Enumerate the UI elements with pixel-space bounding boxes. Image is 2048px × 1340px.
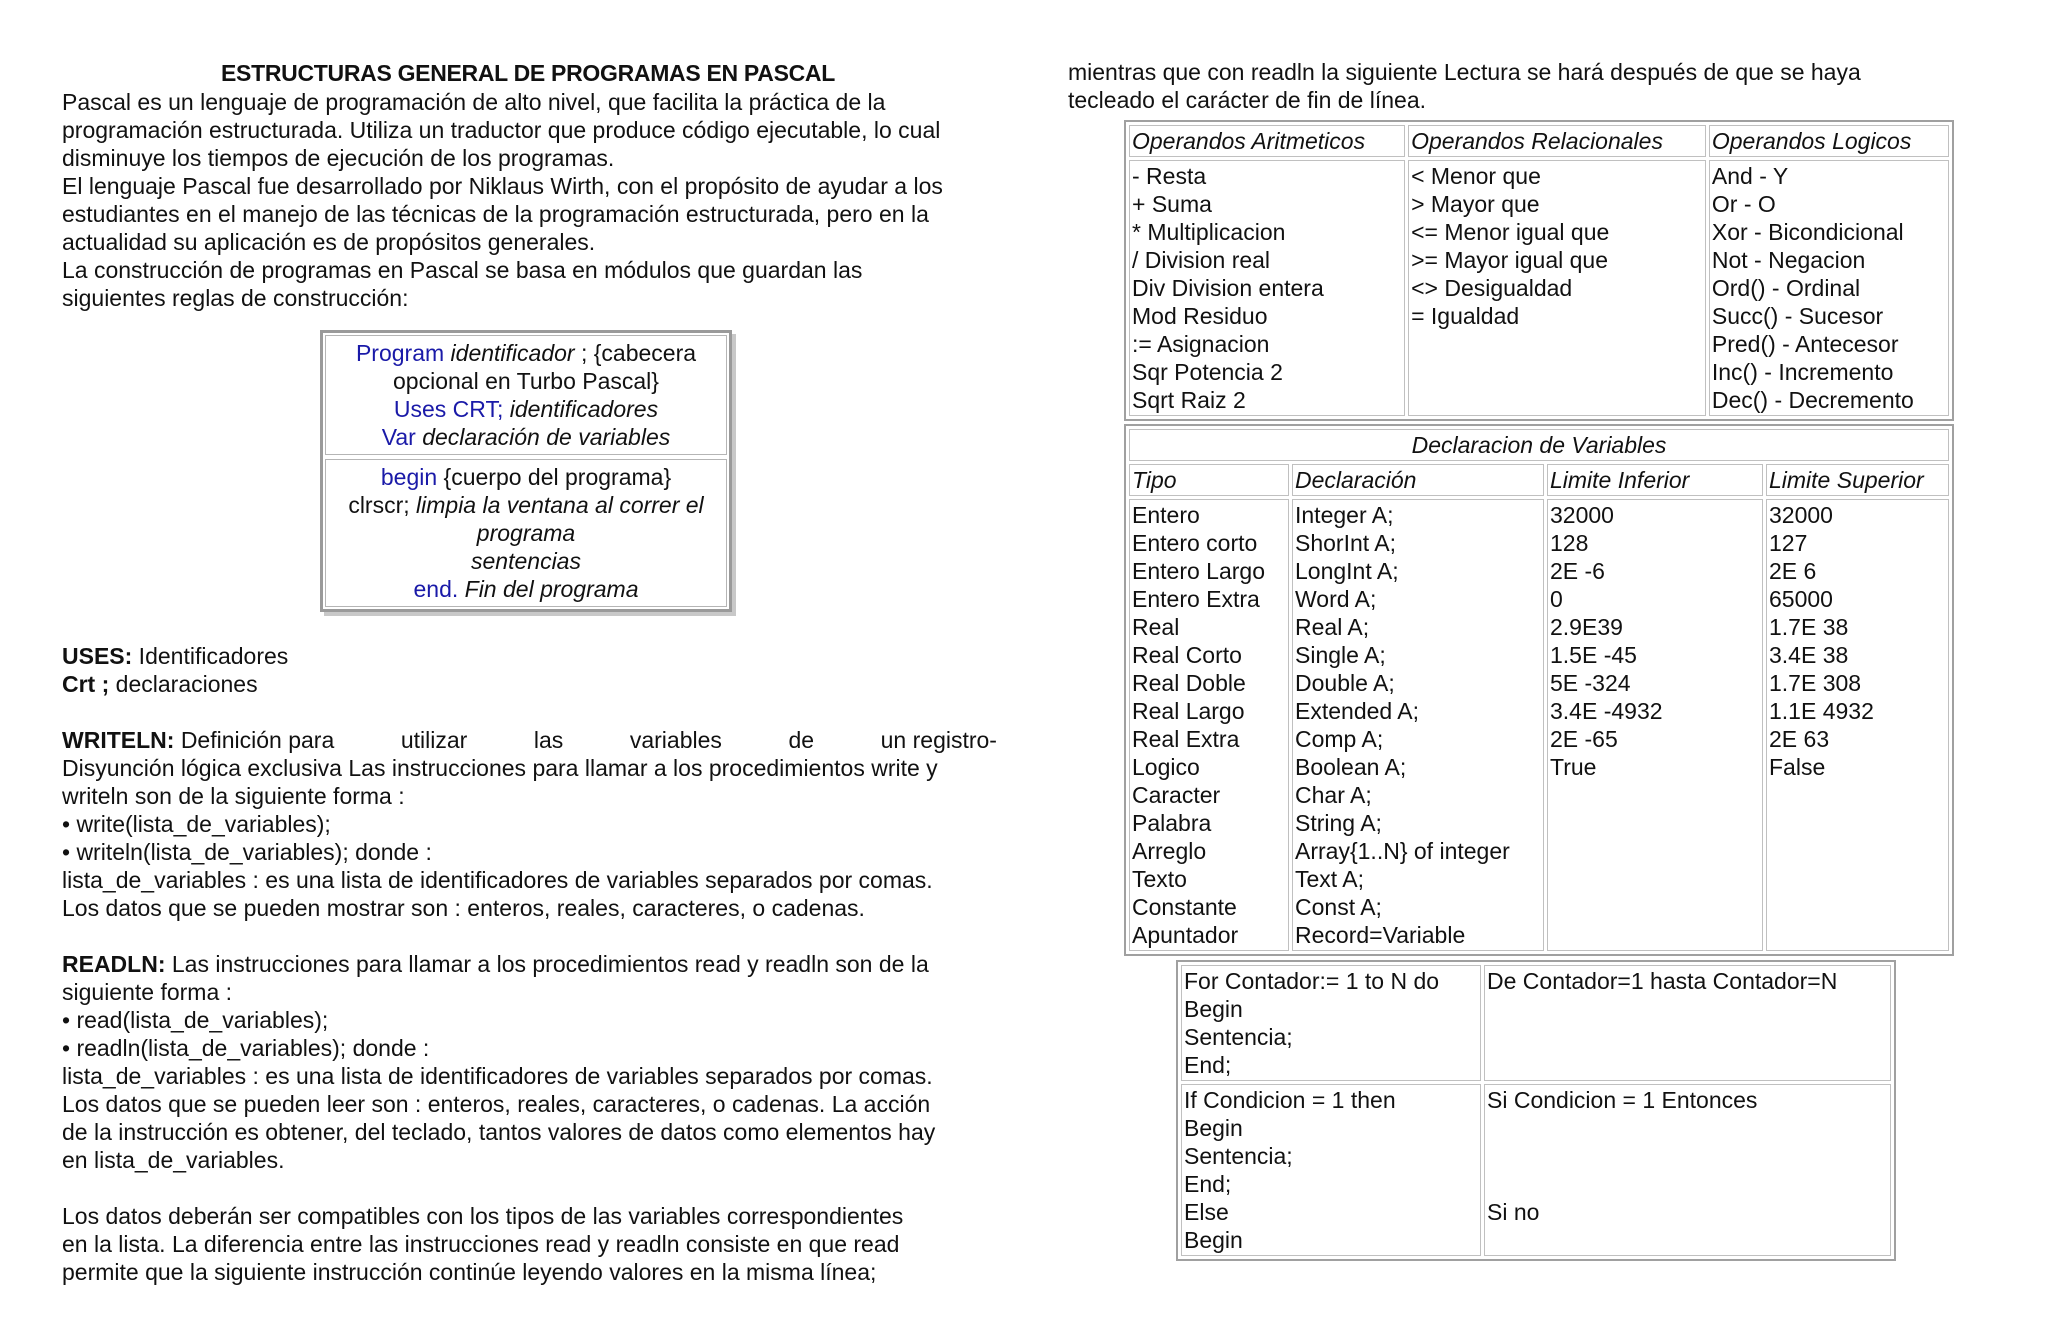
list-item: Word A;	[1295, 586, 1377, 612]
list-item: Boolean A;	[1295, 754, 1407, 780]
uses-identifiers: identificadores	[509, 396, 659, 422]
writeln-line: lista_de_variables : es una lista de identificadores de variables separados por comas.	[62, 867, 933, 893]
list-item: Constante	[1132, 894, 1237, 920]
left-column	[62, 58, 997, 1286]
list-item: 128	[1550, 530, 1589, 556]
right-column-text	[1068, 58, 1958, 114]
list-item: 2E -65	[1550, 726, 1618, 752]
keyword-end: end.	[413, 576, 459, 602]
keyword-var: Var	[381, 424, 416, 450]
operators-header: Operandos Aritmeticos	[1129, 125, 1405, 157]
if-code-cell	[1181, 1084, 1481, 1256]
list-item: 2E 6	[1769, 558, 1817, 584]
intro-line: disminuye los tiempos de ejecución de los programas.	[62, 145, 615, 171]
final-paragraph	[62, 1202, 994, 1286]
list-item: 2E 63	[1769, 726, 1830, 752]
declarations-header: Limite Inferior	[1547, 464, 1763, 496]
readln-line: • read(lista_de_variables);	[62, 1007, 329, 1033]
list-item: 32000	[1769, 502, 1833, 528]
crt-text: declaraciones	[109, 671, 258, 697]
description-line: De Contador=1 hasta Contador=N	[1487, 968, 1838, 994]
operators-header: Operandos Logicos	[1709, 125, 1949, 157]
for-description-cell	[1484, 965, 1891, 1081]
list-item: Real Doble	[1132, 670, 1246, 696]
list-item: Text A;	[1295, 866, 1365, 892]
intro-line: La construcción de programas en Pascal se basa en módulos que guardan las	[62, 257, 863, 283]
declarations-table	[1124, 424, 1954, 956]
operators-header: Operandos Relacionales	[1408, 125, 1706, 157]
program-header-comment: ; {cabecera	[574, 340, 697, 366]
list-item: Dec() - Decremento	[1711, 387, 1914, 413]
writeln-word: variables	[629, 727, 722, 753]
declarations-header: Limite Superior	[1766, 464, 1949, 496]
list-item: Real Extra	[1132, 726, 1240, 752]
list-item: 65000	[1769, 586, 1833, 612]
list-item: Real Largo	[1132, 698, 1245, 724]
list-item: Comp A;	[1295, 726, 1384, 752]
intro-line: estudiantes en el manejo de las técnicas de la programación estructurada, pero en la	[62, 201, 929, 227]
list-item: Succ() - Sucesor	[1711, 303, 1884, 329]
list-item: Integer A;	[1295, 502, 1394, 528]
code-line: Else	[1184, 1199, 1229, 1225]
declarations-header: Tipo	[1129, 464, 1289, 496]
list-item: Record=Variable	[1295, 922, 1466, 948]
tipo-column	[1129, 499, 1289, 951]
declaracion-column	[1292, 499, 1544, 951]
writeln-line: Los datos que se pueden mostrar son : enteros, reales, caracteres, o cadenas.	[62, 895, 865, 921]
list-item: Entero Extra	[1132, 586, 1260, 612]
description-line: Si Condicion = 1 Entonces	[1487, 1087, 1758, 1113]
intro-line: El lenguaje Pascal fue desarrollado por Niklaus Wirth, con el propósito de ayudar a los	[62, 173, 943, 199]
uses-text: Identificadores	[132, 643, 289, 669]
list-item: * Multiplicacion	[1132, 219, 1286, 245]
list-item: Real Corto	[1132, 642, 1242, 668]
program-structure-box	[320, 330, 732, 612]
list-item: Xor - Bicondicional	[1711, 219, 1904, 245]
final-line: permite que la siguiente instrucción continúe leyendo valores en la misma línea;	[62, 1259, 877, 1285]
clrscr-statement: clrscr;	[348, 492, 417, 518]
writeln-word: de	[788, 727, 815, 753]
list-item: Texto	[1132, 866, 1187, 892]
writeln-first-line	[62, 726, 997, 754]
list-item: Pred() - Antecesor	[1711, 331, 1899, 357]
list-item: ShorInt A;	[1295, 530, 1397, 556]
list-item: Entero	[1132, 502, 1200, 528]
list-item: / Division real	[1132, 247, 1271, 273]
final-line: en la lista. La diferencia entre las instrucciones read y readln consiste en que read	[62, 1231, 900, 1257]
code-line: For Contador:= 1 to N do	[1184, 968, 1440, 994]
writeln-word: un registro-	[880, 727, 997, 753]
readln-line: Los datos que se pueden leer son : enteros, reales, caracteres, o cadenas. La acción	[62, 1091, 931, 1117]
list-item: 32000	[1550, 502, 1614, 528]
list-item: Const A;	[1295, 894, 1382, 920]
code-line: End;	[1184, 1171, 1232, 1197]
list-item: Entero corto	[1132, 530, 1258, 556]
list-item: := Asignacion	[1132, 331, 1270, 357]
list-item: Single A;	[1295, 642, 1386, 668]
intro-line: programación estructurada. Utiliza un traductor que produce código ejecutable, lo cual	[62, 117, 941, 143]
limite-inferior-column	[1547, 499, 1763, 951]
intro-line: siguientes reglas de construcción:	[62, 285, 409, 311]
writeln-word: utilizar	[400, 727, 468, 753]
list-item: Real A;	[1295, 614, 1370, 640]
clrscr-comment: limpia la ventana al correr el	[416, 492, 704, 518]
list-item: Inc() - Incremento	[1711, 359, 1894, 385]
var-declaration: declaración de variables	[422, 424, 671, 450]
code-line: If Condicion = 1 then	[1184, 1087, 1396, 1113]
list-item: >= Mayor igual que	[1411, 247, 1608, 273]
list-item: False	[1769, 754, 1826, 780]
declarations-caption: Declaracion de Variables	[1129, 429, 1949, 461]
list-item: 5E -324	[1550, 670, 1631, 696]
list-item: Sqr Potencia 2	[1132, 359, 1283, 385]
list-item: < Menor que	[1411, 163, 1541, 189]
writeln-line: writeln son de la siguiente forma :	[62, 783, 405, 809]
code-line: Begin	[1184, 996, 1243, 1022]
code-line: End;	[1184, 1052, 1232, 1078]
list-item: 1.5E -45	[1550, 642, 1637, 668]
writeln-word: Definición para	[180, 727, 335, 753]
keyword-program: Program	[355, 340, 445, 366]
intro-paragraph	[62, 88, 994, 312]
list-item: + Suma	[1132, 191, 1212, 217]
list-item: - Resta	[1132, 163, 1207, 189]
readln-line: siguiente forma :	[62, 979, 233, 1005]
list-item: > Mayor que	[1411, 191, 1540, 217]
list-item: <> Desigualdad	[1411, 275, 1573, 301]
readln-section	[62, 950, 994, 1174]
list-item: Mod Residuo	[1132, 303, 1268, 329]
list-item: 1.7E 308	[1769, 670, 1862, 696]
writeln-label: WRITELN:	[62, 727, 175, 753]
right-top-line: mientras que con readln la siguiente Lectura se hará después de que se haya	[1068, 59, 1861, 85]
list-item: Not - Negacion	[1711, 247, 1866, 273]
list-item: Or - O	[1711, 191, 1776, 217]
list-item: Real	[1132, 614, 1180, 640]
code-line: Sentencia;	[1184, 1143, 1293, 1169]
readln-line: lista_de_variables : es una lista de identificadores de variables separados por comas.	[62, 1063, 933, 1089]
list-item: LongInt A;	[1295, 558, 1399, 584]
list-item: 0	[1550, 586, 1563, 612]
writeln-line: Disyunción lógica exclusiva Las instrucciones para llamar a los procedimientos write y	[62, 755, 938, 781]
writeln-line: • write(lista_de_variables);	[62, 811, 331, 837]
crt-label: Crt ;	[62, 671, 110, 697]
list-item: 3.4E -4932	[1550, 698, 1663, 724]
control-structures-table	[1176, 960, 1896, 1261]
list-item: Extended A;	[1295, 698, 1420, 724]
list-item: Caracter	[1132, 782, 1221, 808]
keyword-uses: Uses CRT;	[393, 396, 504, 422]
list-item: Div Division entera	[1132, 275, 1324, 301]
for-code-cell	[1181, 965, 1481, 1081]
uses-line	[62, 642, 994, 670]
list-item: 2.9E39	[1550, 614, 1623, 640]
operators-table	[1124, 120, 1954, 421]
list-item: 3.4E 38	[1769, 642, 1849, 668]
relational-operators-cell	[1408, 160, 1706, 416]
code-line: Begin	[1184, 1227, 1243, 1253]
list-item: = Igualdad	[1411, 303, 1520, 329]
readln-line: en lista_de_variables.	[62, 1147, 285, 1173]
description-line: Si no	[1487, 1199, 1540, 1225]
list-item: Apuntador	[1132, 922, 1239, 948]
arithmetic-operators-cell	[1129, 160, 1405, 416]
writeln-line: • writeln(lista_de_variables); donde :	[62, 839, 432, 865]
uses-label: USES:	[62, 643, 133, 669]
list-item: 127	[1769, 530, 1808, 556]
clrscr-comment-2: programa	[476, 520, 576, 546]
readln-line: • readln(lista_de_variables); donde :	[62, 1035, 430, 1061]
right-top-line: tecleado el carácter de fin de línea.	[1068, 87, 1427, 113]
readln-line: de la instrucción es obtener, del teclado, tantos valores de datos como elementos hay	[62, 1119, 936, 1145]
list-item: String A;	[1295, 810, 1382, 836]
sentencias-text: sentencias	[471, 548, 581, 574]
list-item: Logico	[1132, 754, 1200, 780]
list-item: Entero Largo	[1132, 558, 1265, 584]
writeln-word: las	[533, 727, 564, 753]
readln-label: READLN:	[62, 951, 166, 977]
program-header-comment-2: opcional en Turbo Pascal}	[393, 368, 659, 394]
limite-superior-column	[1766, 499, 1949, 951]
writeln-section	[62, 726, 997, 922]
final-line: Los datos deberán ser compatibles con los tipos de las variables correspondientes	[62, 1203, 904, 1229]
page-title: ESTRUCTURAS GENERAL DE PROGRAMAS EN PASCAL	[221, 60, 835, 86]
list-item: Ord() - Ordinal	[1711, 275, 1861, 301]
list-item: Array{1..N} of integer	[1295, 838, 1510, 864]
declarations-header: Declaración	[1292, 464, 1544, 496]
list-item: True	[1550, 754, 1597, 780]
code-line: Sentencia;	[1184, 1024, 1293, 1050]
list-item: Char A;	[1295, 782, 1372, 808]
intro-line: actualidad su aplicación es de propósitos generales.	[62, 229, 596, 255]
readln-first-text: Las instrucciones para llamar a los procedimientos read y readln son de la	[165, 951, 929, 977]
end-comment: Fin del programa	[458, 576, 639, 602]
begin-comment: {cuerpo del programa}	[437, 464, 672, 490]
list-item: And - Y	[1711, 163, 1789, 189]
program-header-cell	[325, 335, 727, 455]
list-item: 1.1E 4932	[1769, 698, 1874, 724]
list-item: Double A;	[1295, 670, 1395, 696]
intro-line: Pascal es un lenguaje de programación de alto nivel, que facilita la práctica de la	[62, 89, 886, 115]
list-item: Palabra	[1132, 810, 1212, 836]
readln-first-line	[62, 950, 994, 978]
list-item: Arreglo	[1132, 838, 1207, 864]
logical-operators-cell	[1709, 160, 1949, 416]
if-description-cell	[1484, 1084, 1891, 1256]
list-item: 2E -6	[1550, 558, 1605, 584]
program-body-cell	[325, 459, 727, 607]
crt-line	[62, 670, 994, 698]
list-item: 1.7E 38	[1769, 614, 1849, 640]
code-line: Begin	[1184, 1115, 1243, 1141]
keyword-begin: begin	[380, 464, 438, 490]
list-item: <= Menor igual que	[1411, 219, 1610, 245]
program-identifier: identificador	[450, 340, 575, 366]
list-item: Sqrt Raiz 2	[1132, 387, 1246, 413]
